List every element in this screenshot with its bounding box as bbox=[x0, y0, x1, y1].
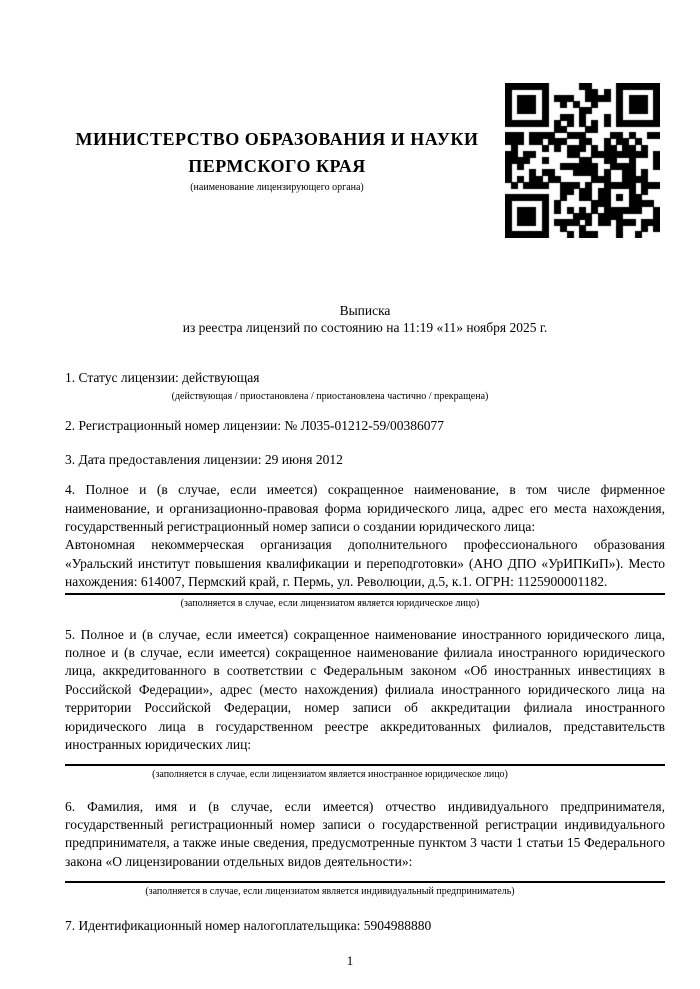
document-title-line1: Выписка bbox=[339, 303, 391, 318]
qr-code bbox=[505, 83, 660, 238]
item-registration-number bbox=[65, 417, 665, 435]
legal-entity-value: Автономная некоммерческая организация дополнительного профессионального образования «Уральский институт повышения квалификации и переподготовки» (АНО ДПО «УрИПКиП»). Место нахождения: 614007, Пермский край, г. Пермь, ул. Революции, д.5, к.1. ОГРН: 1125900001182. bbox=[65, 537, 665, 590]
legal-entity-caption: (заполняется в случае, если лицензиатом является юридическое лицо) bbox=[180, 597, 480, 609]
ministry-name-caption: (наименование лицензирующего органа) bbox=[190, 182, 364, 193]
license-date-text: 3. Дата предоставления лицензии: 29 июня 2012 bbox=[65, 451, 343, 467]
foreign-legal-entity-label: 5. Полное и (в случае, если имеется) сокращенное наименование иностранного юридического лица, полное и (в случае, если имеется) сокращенное наименование филиала иностранного юридического лица, аккредитованного в соответствии с Федеральным законом «Об иностранных инвестициях в Российской Федерации», адрес (место нахождения) филиала иностранного юридического лица на территории Российской Федерации, номер записи об аккредитации филиала иностранного юридического лица в государственном реестре аккредитованных филиалов, представительств иностранных юридических лиц: bbox=[65, 626, 665, 753]
foreign-legal-entity-caption: (заполняется в случае, если лицензиатом является иностранное юридическое лицо) bbox=[152, 768, 508, 780]
item-legal-entity bbox=[65, 481, 665, 609]
taxpayer-number-text: 7. Идентификационный номер налогоплательщика: 5904988880 bbox=[65, 918, 432, 934]
individual-entrepreneur-caption: (заполняется в случае, если лицензиатом является индивидуальный предприниматель) bbox=[145, 886, 515, 898]
legal-entity-underline bbox=[65, 593, 665, 595]
license-status-options-caption: (действующая / приостановлена / приостановлена частично / прекращена) bbox=[171, 391, 489, 403]
ministry-name-line1: МИНИСТЕРСТВО ОБРАЗОВАНИЯ И НАУКИ bbox=[75, 129, 479, 149]
foreign-legal-entity-underline bbox=[65, 764, 665, 766]
individual-entrepreneur-label: 6. Фамилия, имя и (в случае, если имеется) отчество индивидуального предпринимателя, государственный регистрационный номер записи о государственной регистрации индивидуального предпринимателя, а также иные сведения, предусмотренные пунктом 3 части 1 статьи 15 Федерального закона «О лицензировании отдельных видов деятельности»: bbox=[65, 798, 665, 869]
page-number: 1 bbox=[346, 952, 354, 968]
item-individual-entrepreneur bbox=[65, 798, 665, 899]
document-title bbox=[65, 303, 665, 336]
item-foreign-legal-entity bbox=[65, 626, 665, 781]
license-status-text: 1. Статус лицензии: действующая bbox=[65, 370, 260, 385]
legal-entity-label: 4. Полное и (в случае, если имеется) сокращенное наименование, в том числе фирменное наименование, и организационно-правовая форма юридического лица, адрес его места нахождения, государственный регистрационный номер записи о создании юридического лица: bbox=[65, 482, 665, 535]
item-license-status bbox=[65, 369, 665, 403]
individual-entrepreneur-underline bbox=[65, 881, 665, 883]
ministry-name-line2: ПЕРМСКОГО КРАЯ bbox=[188, 156, 366, 176]
licensing-authority-header bbox=[57, 126, 497, 194]
registration-number-text: 2. Регистрационный номер лицензии: № Л035-01212-59/00386077 bbox=[65, 418, 445, 434]
item-taxpayer-number bbox=[65, 917, 665, 935]
item-license-date bbox=[65, 451, 665, 469]
document-title-line2: из реестра лицензий по состоянию на 11:19 «11» ноября 2025 г. bbox=[182, 319, 548, 335]
